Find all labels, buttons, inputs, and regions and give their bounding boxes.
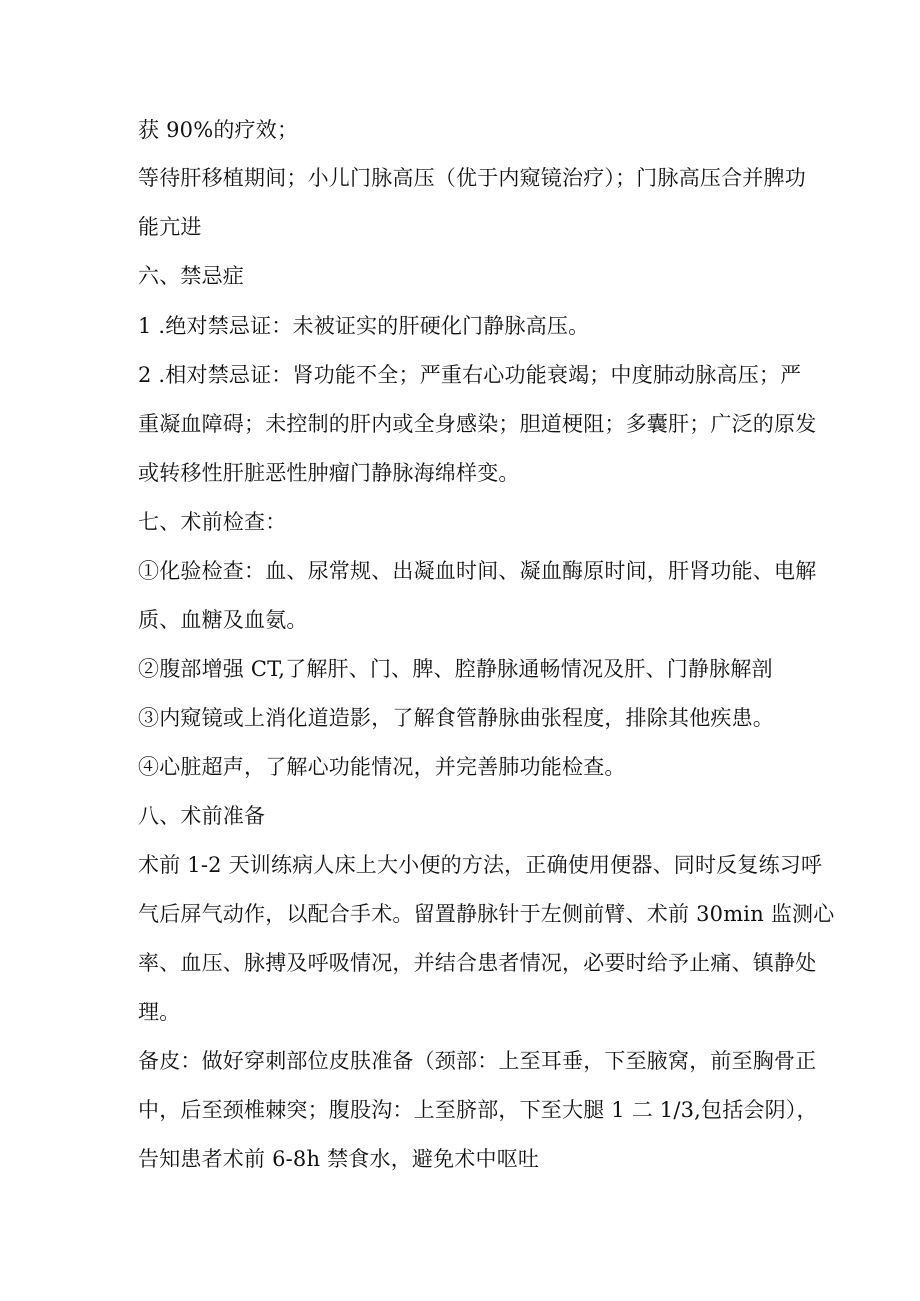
text-line-absolute-contraindication: 1 .绝对禁忌证：未被证实的肝硬化门静脉高压。 [138,314,590,338]
text-line-indications: 等待肝移植期间；小儿门脉高压（优于内窥镜治疗）；门脉高压合并脾功 [138,166,806,190]
text-line-training-cont1: 气后屏气动作，以配合手术。留置静脉针于左侧前臂、术前 30min 监测心 [138,902,835,926]
text-line-relative-contraindication-cont1: 重凝血障碍；未控制的肝内或全身感染；胆道梗阻；多囊肝；广泛的原发 [138,412,817,436]
text-line-skin-prep: 备皮：做好穿刺部位皮肤准备（颈部：上至耳垂，下至腋窝，前至胸骨正 [138,1049,817,1073]
text-line-training: 术前 1-2 天训练病人床上大小便的方法，正确使用便器、同时反复练习呼 [138,853,823,877]
text-line-lab-tests: ①化验检查：血、尿常规、出凝血时间、凝血酶原时间，肝肾功能、电解 [138,559,817,583]
heading-preoperative-exam: 七、术前检查： [138,510,287,534]
text-line-echocardiography: ④心脏超声，了解心功能情况，并完善肺功能检查。 [138,755,626,779]
text-line-lab-tests-cont: 质、血糖及血氨。 [138,608,308,632]
text-line-endoscopy: ③内窥镜或上消化道造影，了解食管静脉曲张程度，排除其他疾患。 [138,706,774,730]
text-line-skin-prep-cont1: 中，后至颈椎棘突；腹股沟：上至脐部，下至大腿 1 二 1/3,包括会阴）， [138,1098,818,1122]
text-line-efficacy: 获 90%的疗效； [138,118,299,142]
text-line-relative-contraindication: 2 .相对禁忌证：肾功能不全；严重右心功能衰竭；中度肺动脉高压；严 [138,363,802,387]
heading-preoperative-preparation: 八、术前准备 [138,804,266,828]
text-line-training-cont3: 理。 [138,1000,181,1024]
text-line-indications-cont: 能亢进 [138,215,202,239]
text-line-relative-contraindication-cont2: 或转移性肝脏恶性肿瘤门静脉海绵样变。 [138,461,520,485]
text-line-ct-scan: ②腹部增强 CT,了解肝、门、脾、腔静脉通畅情况及肝、门静脉解剖 [138,657,773,681]
text-line-training-cont2: 率、血压、脉搏及呼吸情况，并结合患者情况，必要时给予止痛、镇静处 [138,951,817,975]
text-line-skin-prep-cont2: 告知患者术前 6-8h 禁食水，避免术中呕吐 [138,1147,540,1171]
heading-contraindications: 六、禁忌症 [138,264,244,288]
